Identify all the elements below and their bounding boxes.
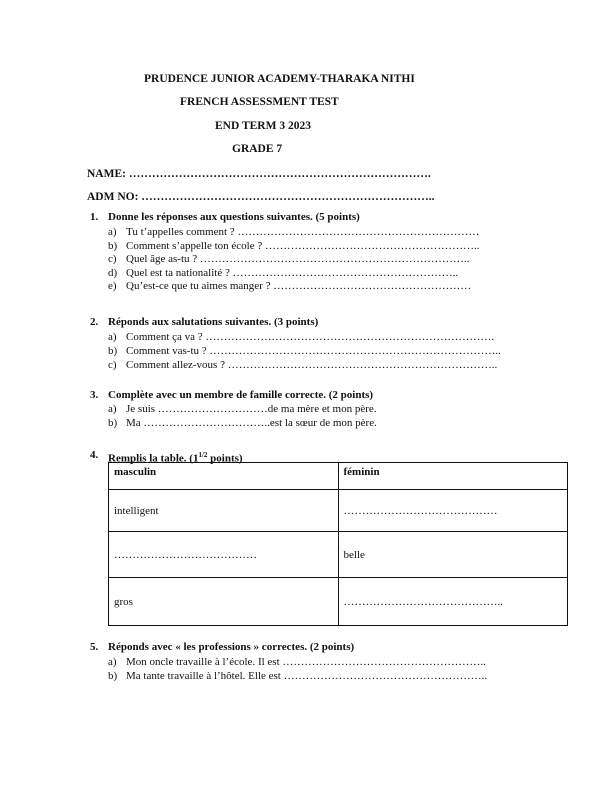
adm-no-field[interactable]: ADM NO: ………………………………………………………………….. xyxy=(87,191,435,203)
item-letter: b) xyxy=(108,239,118,252)
item-letter: c) xyxy=(108,359,117,371)
answer-cell[interactable]: …………………………………….. xyxy=(338,578,568,626)
table-cell: belle xyxy=(338,532,568,578)
q3-number: 3. xyxy=(90,389,99,401)
school-name: PRUDENCE JUNIOR ACADEMY-THARAKA NITHI xyxy=(144,73,415,85)
table-header-row xyxy=(109,463,568,490)
test-title: FRENCH ASSESSMENT TEST xyxy=(180,96,339,108)
table-row xyxy=(109,490,568,532)
item-letter: b) xyxy=(108,417,118,429)
question-item[interactable]: Comment allez-vous ? ……………………………………………………………….. xyxy=(126,359,498,371)
question-item[interactable]: Quel est ta nationalité ? …………………………………………………….. xyxy=(126,266,459,279)
q5-number: 5. xyxy=(90,641,99,653)
table-cell: gros xyxy=(109,578,339,626)
title-text: points) xyxy=(207,452,243,465)
table-cell: intelligent xyxy=(109,490,339,532)
name-field[interactable]: NAME: ……………………………………………………………………. xyxy=(87,168,431,180)
q3-title: Complète avec un membre de famille correcte. (2 points) xyxy=(108,389,374,401)
question-item[interactable]: Tu t’appelles comment ? ………………………………………………………… xyxy=(126,226,480,238)
question-item[interactable]: Je suis …………………………de ma mère et mon père. xyxy=(126,403,377,415)
question-item[interactable]: Comment vas-tu ? …………………………………………………………………….. xyxy=(126,345,501,357)
question-item[interactable]: Comment s’appelle ton école ? ………………………………………………….. xyxy=(126,239,480,252)
q2-number: 2. xyxy=(90,316,99,328)
fraction: 1/2 xyxy=(198,451,208,459)
item-letter: a) xyxy=(108,656,117,668)
item-letter: c) xyxy=(108,253,117,266)
item-letter: e) xyxy=(108,280,117,293)
item-letter: b) xyxy=(108,670,118,682)
question-item[interactable]: Mon oncle travaille à l’école. Il est ……………………………………………….. xyxy=(126,656,486,668)
table-row xyxy=(109,532,568,578)
q5-title: Réponds avec « les professions » correctes. (2 points) xyxy=(108,641,355,653)
header-feminin: féminin xyxy=(338,463,568,490)
q2-title: Réponds aux salutations suivantes. (3 points) xyxy=(108,316,319,328)
item-letter: a) xyxy=(108,226,117,238)
question-item[interactable]: Ma ……………………………..est la sœur de mon père. xyxy=(126,417,377,429)
header-masculin: masculin xyxy=(109,463,339,490)
item-letter: d) xyxy=(108,266,118,279)
question-item[interactable]: Ma tante travaille à l’hôtel. Elle est ……………………………………………….. xyxy=(126,670,488,682)
q1-title: Donne les réponses aux questions suivantes. (5 points) xyxy=(108,211,360,223)
item-letter: a) xyxy=(108,403,117,415)
item-letter: b) xyxy=(108,345,118,357)
question-item[interactable]: Comment ça va ? ……………………………………………………………………. xyxy=(126,331,495,343)
grade-label: GRADE 7 xyxy=(232,143,283,155)
answer-cell[interactable]: …………………………………… xyxy=(338,490,568,532)
question-item[interactable]: Quel âge as-tu ? ……………………………………………………………….. xyxy=(126,253,470,266)
title-text: Remplis la table. (1 xyxy=(108,452,199,465)
q1-number: 1. xyxy=(90,211,99,223)
item-letter: a) xyxy=(108,331,117,343)
gender-table xyxy=(108,462,568,626)
answer-cell[interactable]: ………………………………… xyxy=(109,532,339,578)
term-label: END TERM 3 2023 xyxy=(215,120,311,132)
question-4-number: 4. xyxy=(90,449,99,461)
table-row xyxy=(109,578,568,626)
question-item[interactable]: Qu’est-ce que tu aimes manger ? ……………………………………………… xyxy=(126,280,472,293)
